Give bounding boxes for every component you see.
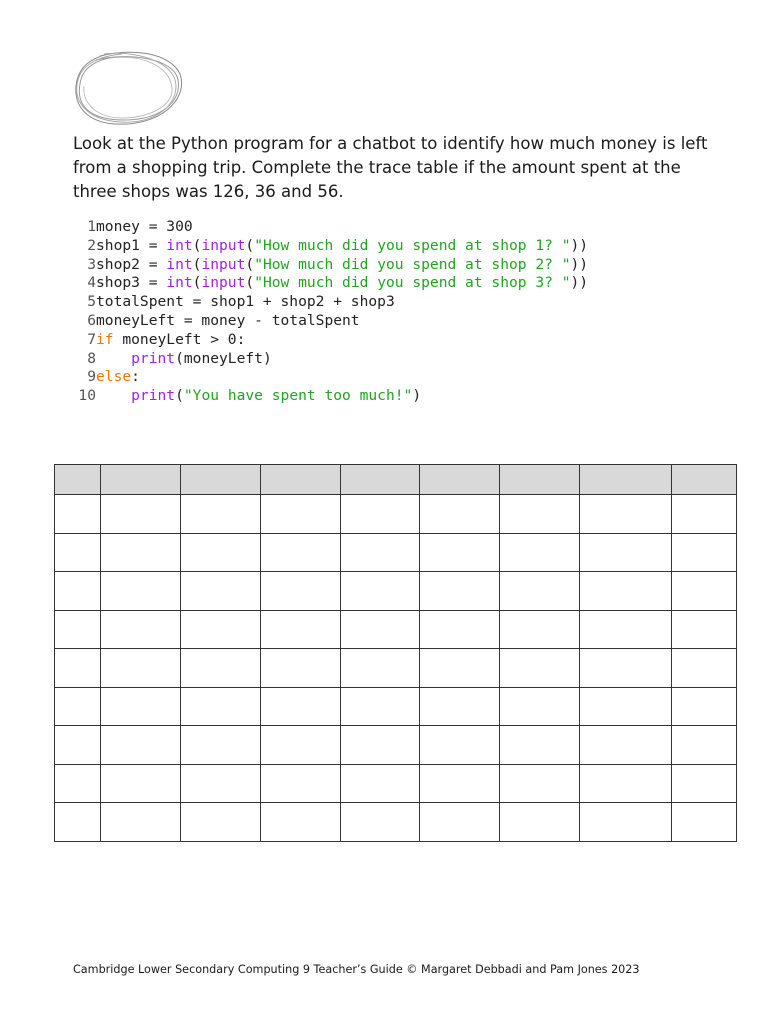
trace-cell[interactable] [672, 649, 737, 688]
code-string: "How much did you spend at shop 2? " [254, 255, 571, 273]
trace-cell[interactable] [101, 610, 181, 649]
code-token [96, 350, 131, 367]
trace-cell[interactable] [101, 764, 181, 803]
code-line [72, 256, 752, 275]
code-text [96, 256, 588, 275]
code-keyword: else [96, 368, 132, 386]
scribble-circle-icon [70, 48, 186, 130]
line-number: 7 [87, 330, 96, 348]
code-token: money = 300 [96, 218, 193, 235]
trace-cell[interactable] [55, 610, 101, 649]
trace-header-cell [261, 465, 341, 495]
code-token: ( [245, 274, 255, 292]
trace-header-cell [341, 465, 420, 495]
table-row [55, 533, 737, 572]
code-token: shop1 = [96, 236, 167, 254]
trace-cell[interactable] [420, 495, 500, 534]
code-token: )) [570, 274, 589, 292]
code-line [72, 331, 752, 350]
code-function: print [131, 387, 176, 405]
code-token: ( [192, 236, 202, 254]
trace-cell[interactable] [672, 495, 737, 534]
trace-cell[interactable] [181, 610, 261, 649]
trace-cell[interactable] [580, 533, 672, 572]
trace-cell[interactable] [500, 726, 580, 765]
trace-cell[interactable] [580, 803, 672, 842]
code-text [96, 312, 360, 331]
line-number: 3 [87, 255, 96, 273]
code-function: int [166, 274, 193, 292]
trace-cell[interactable] [261, 610, 341, 649]
code-token: : [131, 368, 140, 386]
trace-cell[interactable] [101, 495, 181, 534]
code-text [96, 368, 140, 387]
trace-cell[interactable] [261, 764, 341, 803]
code-function: int [166, 255, 193, 273]
code-text [96, 274, 588, 293]
trace-cell[interactable] [580, 610, 672, 649]
trace-cell[interactable] [341, 687, 420, 726]
code-token: moneyLeft > 0: [113, 330, 246, 348]
code-line [72, 350, 752, 369]
trace-cell[interactable] [101, 803, 181, 842]
trace-table-header-row [55, 465, 737, 495]
code-string: "You have spent too much!" [183, 387, 413, 405]
code-line [72, 237, 752, 256]
code-token: ) [412, 387, 422, 405]
trace-cell[interactable] [672, 687, 737, 726]
trace-cell[interactable] [420, 726, 500, 765]
table-row [55, 495, 737, 534]
code-keyword: if [96, 330, 114, 348]
table-row [55, 726, 737, 765]
trace-cell[interactable] [341, 803, 420, 842]
trace-cell[interactable] [261, 803, 341, 842]
table-row [55, 764, 737, 803]
trace-cell[interactable] [101, 687, 181, 726]
trace-cell[interactable] [341, 533, 420, 572]
trace-cell[interactable] [500, 764, 580, 803]
trace-cell[interactable] [672, 726, 737, 765]
trace-cell[interactable] [420, 764, 500, 803]
trace-cell[interactable] [55, 764, 101, 803]
code-text [96, 237, 588, 256]
code-line [72, 312, 752, 331]
trace-header-cell [672, 465, 737, 495]
trace-cell[interactable] [500, 649, 580, 688]
trace-cell[interactable] [672, 803, 737, 842]
trace-cell[interactable] [500, 572, 580, 611]
trace-cell[interactable] [341, 610, 420, 649]
trace-cell[interactable] [420, 649, 500, 688]
code-token: )) [570, 255, 589, 273]
code-token: ( [245, 236, 255, 254]
code-text [96, 350, 272, 369]
code-token: )) [570, 236, 589, 254]
trace-cell[interactable] [261, 572, 341, 611]
line-number: 4 [87, 274, 96, 292]
trace-cell[interactable] [420, 572, 500, 611]
trace-cell[interactable] [261, 495, 341, 534]
trace-cell[interactable] [55, 687, 101, 726]
trace-cell[interactable] [672, 610, 737, 649]
trace-cell[interactable] [500, 495, 580, 534]
trace-cell[interactable] [580, 726, 672, 765]
trace-cell[interactable] [181, 495, 261, 534]
trace-cell[interactable] [420, 687, 500, 726]
code-token: ( [192, 255, 202, 273]
code-string: "How much did you spend at shop 3? " [254, 274, 571, 292]
code-token: ( [175, 387, 184, 405]
trace-cell[interactable] [261, 687, 341, 726]
trace-cell[interactable] [420, 610, 500, 649]
code-line [72, 274, 752, 293]
trace-cell[interactable] [580, 495, 672, 534]
trace-cell[interactable] [580, 649, 672, 688]
instruction-text: Look at the Python program for a chatbot to identify how much money is left from a shopping trip. Complete the trace table if the amount spent at the three shops was 126, 36 and 56. [73, 134, 708, 201]
code-line [72, 293, 752, 312]
table-row [55, 803, 737, 842]
code-token: totalSpent = shop1 + shop2 + shop3 [96, 293, 395, 311]
trace-cell[interactable] [101, 649, 181, 688]
trace-cell[interactable] [101, 726, 181, 765]
trace-cell[interactable] [341, 726, 420, 765]
code-function: input [201, 274, 246, 292]
trace-cell[interactable] [580, 687, 672, 726]
code-function: int [166, 236, 193, 254]
trace-cell[interactable] [261, 533, 341, 572]
code-function: input [201, 255, 246, 273]
table-row [55, 610, 737, 649]
trace-cell[interactable] [55, 726, 101, 765]
code-token: (moneyLeft) [175, 349, 272, 367]
trace-cell[interactable] [672, 764, 737, 803]
trace-cell[interactable] [580, 572, 672, 611]
trace-header-cell [580, 465, 672, 495]
trace-cell[interactable] [181, 533, 261, 572]
trace-cell[interactable] [500, 803, 580, 842]
trace-cell[interactable] [420, 803, 500, 842]
line-number: 10 [78, 387, 96, 405]
trace-cell[interactable] [672, 533, 737, 572]
trace-cell[interactable] [500, 687, 580, 726]
trace-cell[interactable] [500, 533, 580, 572]
code-token: shop3 = [96, 274, 167, 292]
trace-cell[interactable] [341, 764, 420, 803]
code-token: moneyLeft = money - totalSpent [96, 311, 360, 329]
trace-cell[interactable] [55, 649, 101, 688]
trace-table[interactable] [54, 464, 737, 842]
trace-cell[interactable] [181, 764, 261, 803]
trace-cell[interactable] [341, 495, 420, 534]
code-line [72, 387, 752, 406]
trace-cell[interactable] [580, 764, 672, 803]
code-text [96, 331, 245, 350]
trace-header-cell [500, 465, 580, 495]
trace-cell[interactable] [181, 572, 261, 611]
trace-cell[interactable] [341, 572, 420, 611]
code-string: "How much did you spend at shop 1? " [254, 236, 571, 254]
line-number: 9 [87, 368, 96, 386]
table-row [55, 572, 737, 611]
line-number: 2 [87, 236, 96, 254]
line-number: 6 [87, 311, 96, 329]
trace-cell[interactable] [420, 533, 500, 572]
code-token [96, 387, 131, 404]
trace-header-cell [420, 465, 500, 495]
trace-cell[interactable] [181, 687, 261, 726]
trace-cell[interactable] [500, 610, 580, 649]
trace-cell[interactable] [341, 649, 420, 688]
line-number: 1 [87, 218, 96, 235]
trace-cell[interactable] [55, 572, 101, 611]
trace-cell[interactable] [261, 726, 341, 765]
trace-cell[interactable] [101, 572, 181, 611]
code-text [96, 387, 421, 406]
trace-cell[interactable] [55, 803, 101, 842]
code-line [72, 368, 752, 387]
code-line [72, 218, 752, 237]
code-text [96, 218, 193, 237]
trace-cell[interactable] [672, 572, 737, 611]
line-number: 5 [87, 293, 96, 311]
trace-cell[interactable] [55, 495, 101, 534]
trace-cell[interactable] [181, 649, 261, 688]
line-number: 8 [87, 349, 96, 367]
code-function: input [201, 236, 246, 254]
code-text [96, 293, 395, 312]
page-footer: Cambridge Lower Secondary Computing 9 Teacher’s Guide © Margaret Debbadi and Pam Jones 2023 [73, 963, 640, 976]
code-token: ( [192, 274, 202, 292]
table-row [55, 687, 737, 726]
code-function: print [131, 349, 176, 367]
table-row [55, 649, 737, 688]
trace-cell[interactable] [55, 533, 101, 572]
trace-header-cell [181, 465, 261, 495]
trace-header-cell [101, 465, 181, 495]
trace-cell[interactable] [181, 803, 261, 842]
trace-cell[interactable] [101, 533, 181, 572]
trace-cell[interactable] [181, 726, 261, 765]
trace-cell[interactable] [261, 649, 341, 688]
code-listing [72, 218, 752, 406]
code-token: ( [245, 255, 255, 273]
code-token: shop2 = [96, 255, 167, 273]
trace-header-cell [55, 465, 101, 495]
